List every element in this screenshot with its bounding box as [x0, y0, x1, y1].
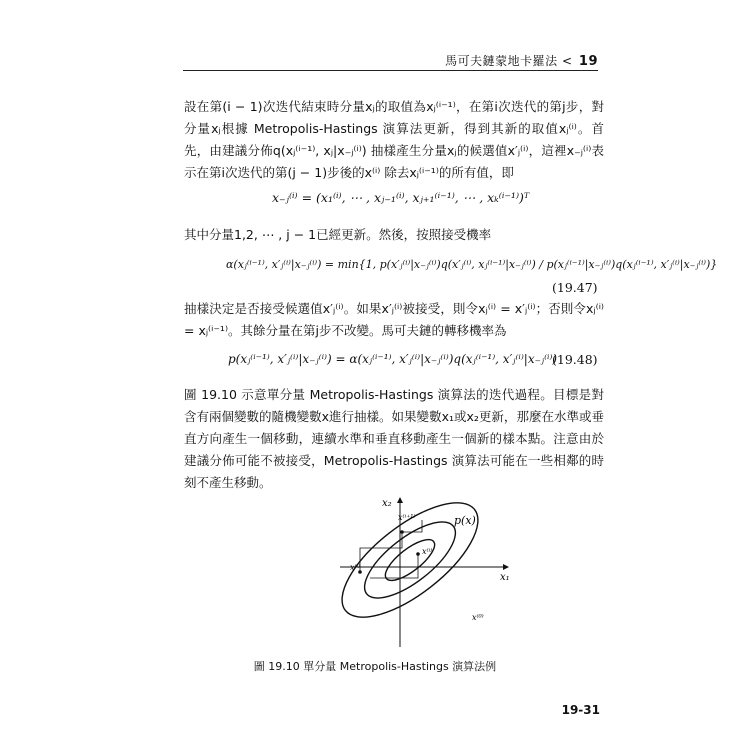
equation-transition-probability: p(xⱼ⁽ⁱ⁻¹⁾, x′ⱼ⁽ⁱ⁾|x₋ⱼ⁽ⁱ⁾) = α(xⱼ⁽ⁱ⁻¹⁾, x′ⱼ⁽ⁱ⁾|x₋ⱼ⁽ⁱ⁾)q(xⱼ⁽ⁱ⁻¹⁾, x′ⱼ⁽ⁱ⁾|x₋ⱼ⁽ⁱ⁾) [228, 352, 558, 366]
paragraph-intro: 設在第(i − 1)次迭代結束時分量xⱼ的取值為xⱼ⁽ⁱ⁻¹⁾，在第i次迭代的第j步，對分量xⱼ根據 Metropolis-Hastings 演算法更新，得到其新的取值xⱼ⁽ⁱ⁾。首先，由建議分佈q(xⱼ⁽ⁱ⁻¹⁾, xⱼ|x₋ⱼ⁽ⁱ⁾) 抽樣產生分量xⱼ的候選值x′ⱼ⁽ⁱ⁾，這裡x₋ⱼ⁽ⁱ⁾表示在第i次迭代的第(j − 1)步後的x⁽ⁱ⁾ 除去xⱼ⁽ⁱ⁻¹⁾的所有值，即 [184, 99, 604, 180]
equation-x-minus-j: x₋ⱼ⁽ⁱ⁾ = (x₁⁽ⁱ⁾, ⋯ , xⱼ₋₁⁽ⁱ⁾, xⱼ₊₁⁽ⁱ⁻¹⁾, ⋯ , xₖ⁽ⁱ⁻¹⁾)ᵀ [272, 190, 530, 205]
sample-path-lower [370, 554, 418, 578]
sample-point-i1 [400, 530, 404, 534]
equation-acceptance-probability: α(xⱼ⁽ⁱ⁻¹⁾, x′ⱼ⁽ⁱ⁾|x₋ⱼ⁽ⁱ⁾) = min{1, p(x′ⱼ⁽ⁱ⁾|x₋ⱼ⁽ⁱ⁾)q(x′ⱼ⁽ⁱ⁾, xⱼ⁽ⁱ⁻¹⁾|x₋ⱼ⁽ⁱ⁾) / p(xⱼ⁽ⁱ⁻¹⁾|x₋ⱼ⁽ⁱ⁾)q(xⱼ⁽ⁱ⁻¹⁾, x′ⱼ⁽ⁱ⁾|x₋ⱼ⁽ⁱ⁾)} [226, 258, 718, 271]
contour-middle [353, 509, 467, 611]
header-title: 馬可夫鏈蒙地卡羅法 [445, 54, 558, 68]
figure-19-10 [330, 492, 520, 656]
equation-number-19-47: (19.47) [552, 280, 598, 295]
running-header [445, 52, 598, 69]
figure-diagram [330, 492, 520, 652]
x1-axis-label: x₁ [500, 572, 510, 583]
paragraph-figure-description: 圖 19.10 示意單分量 Metropolis-Hastings 演算法的迭代過程。目標是對含有兩個變數的隨機變數x進行抽樣。如果變數x₁或x₂更新，那麼在水準或垂直方向產生一個移動，連續水準和垂直移動產生一個新的樣本點。注意由於建議分佈可能不被接受，Metropolis-Hastings 演算法可能在一些相鄰的時刻不產生移動。 [184, 387, 604, 490]
equation-number-19-48: (19.48) [552, 352, 598, 367]
sample-label-initial: x⁽⁰⁾ [472, 613, 484, 622]
contour-inner [380, 533, 441, 587]
sample-label-i-left: x⁽ⁱ⁾ [350, 563, 361, 572]
figure-caption: 圖 19.10 單分量 Metropolis-Hastings 演算法例 [253, 660, 497, 673]
page-number: 19-31 [561, 703, 600, 717]
sample-label-i-right: x⁽ⁱ⁾ [422, 547, 433, 556]
header-chapter-number: 19 [578, 54, 598, 69]
paragraph-sampling: 抽樣決定是否接受候選值x′ⱼ⁽ⁱ⁾。如果x′ⱼ⁽ⁱ⁾被接受，則令xⱼ⁽ⁱ⁾ = x′ⱼ⁽ⁱ⁾；否則令xⱼ⁽ⁱ⁾ = xⱼ⁽ⁱ⁻¹⁾。其餘分量在第j步不改變。馬可夫鏈的轉移機率為 [184, 301, 604, 338]
x2-axis-label: x₂ [382, 498, 392, 509]
paragraph-acceptance: 其中分量1,2, ⋯ , j − 1已經更新。然後，按照接受機率 [184, 227, 492, 242]
header-rule [183, 70, 598, 71]
density-label: p(x) [454, 514, 476, 527]
sample-point-right [416, 552, 420, 556]
sample-label-i-plus-1: x⁽ⁱ⁺¹⁾ [398, 513, 416, 522]
header-separator: < [562, 54, 573, 68]
